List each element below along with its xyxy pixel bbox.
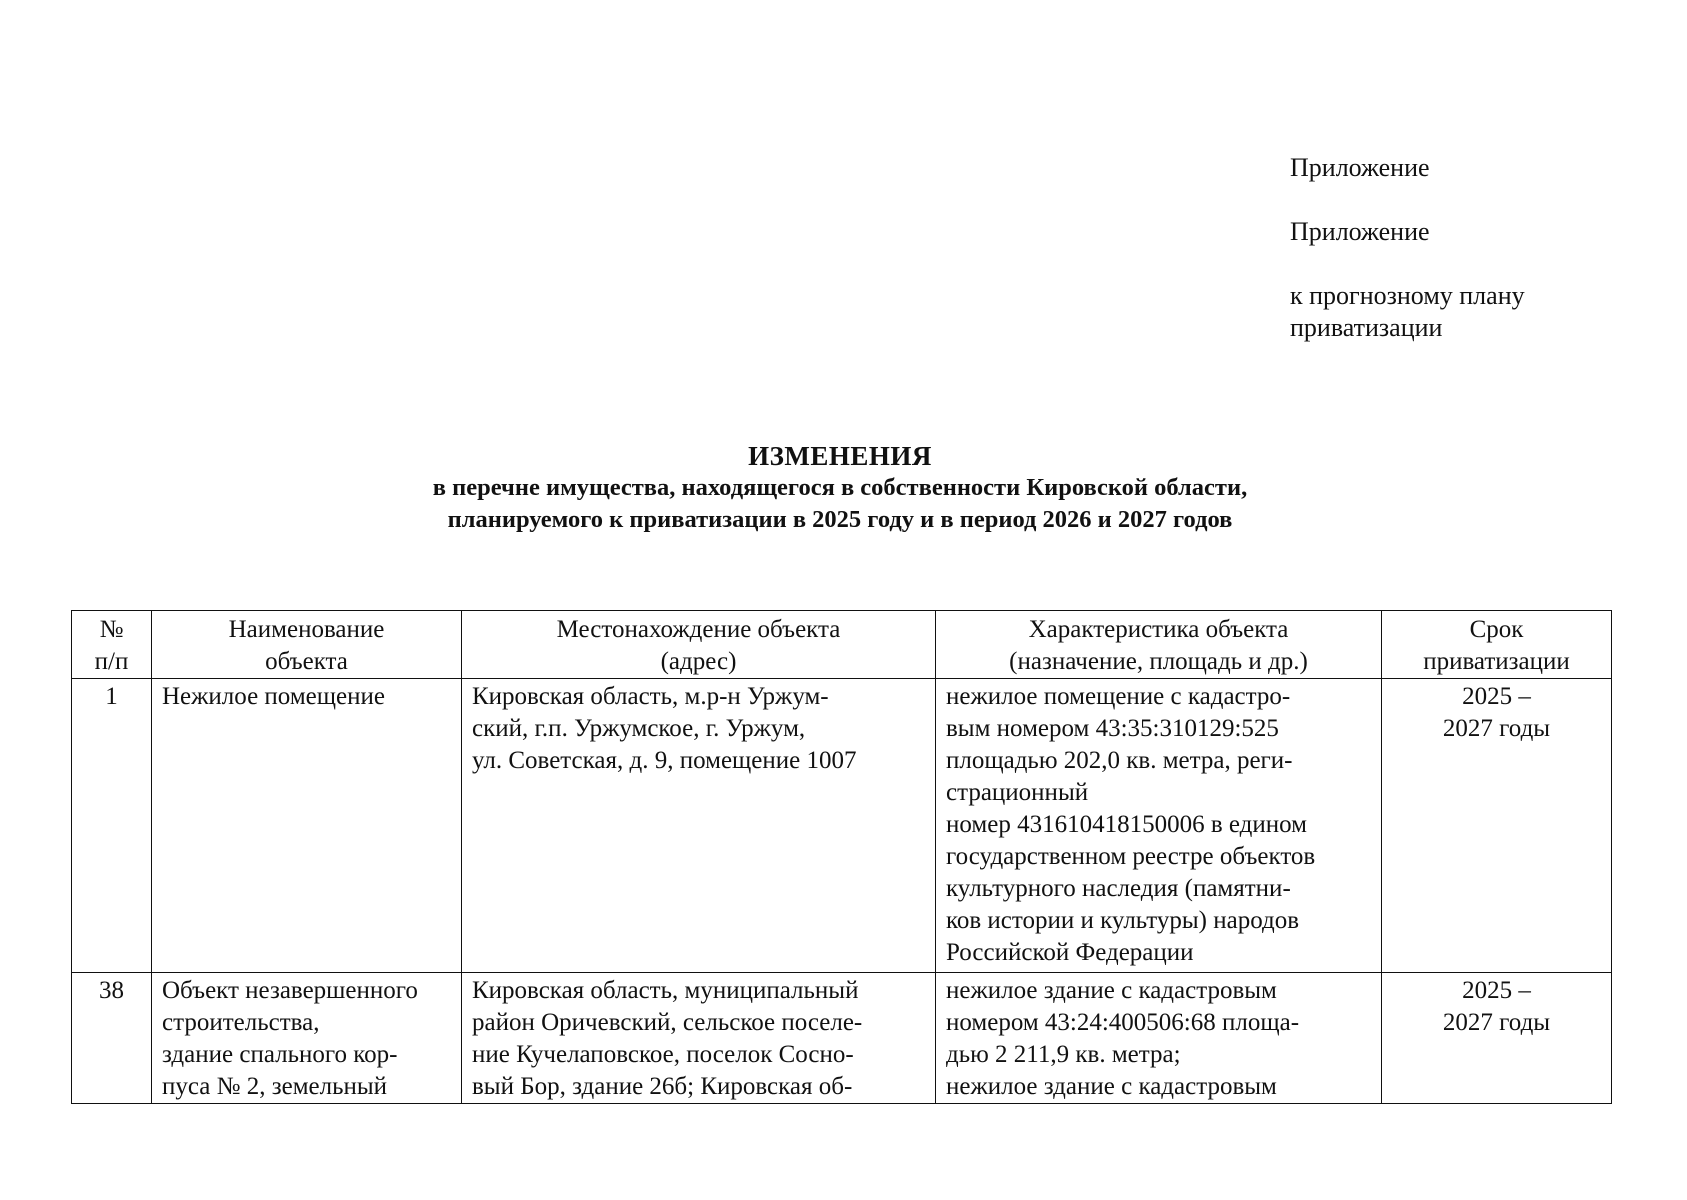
header-term-line: приватизации — [1423, 648, 1570, 675]
header-name-line: объекта — [265, 648, 348, 675]
cell-term-line: 2025 – — [1462, 683, 1531, 710]
header-characteristics-line: (назначение, площадь и др.) — [1009, 648, 1308, 675]
cell-name-line: пуса № 2, земельный — [162, 1073, 388, 1100]
cell-name-line: здание спального кор- — [162, 1041, 398, 1068]
cell-term-line: 2025 – — [1462, 977, 1531, 1004]
header-num-line: п/п — [94, 648, 129, 675]
cell-address-line: ский, г.п. Уржумское, г. Уржум, — [472, 715, 806, 742]
appendix-reference — [1290, 280, 1630, 344]
cell-term-line: 2027 годы — [1442, 1009, 1551, 1036]
header-address — [462, 611, 936, 679]
header-characteristics — [936, 611, 1382, 679]
cell-characteristics-line: культурного наследия (памятни- — [946, 875, 1291, 902]
cell-term — [1382, 973, 1612, 1104]
appendix-note — [1290, 152, 1630, 344]
cell-address-line: Кировская область, м.р-н Уржум- — [472, 683, 829, 710]
table-row — [72, 679, 1612, 973]
cell-characteristics-line: дью 2 211,9 кв. метра; — [946, 1041, 1181, 1068]
cell-name-line: Нежилое помещение — [162, 683, 385, 710]
cell-characteristics-line: ков истории и культуры) народов — [946, 907, 1300, 934]
header-name-line: Наименование — [228, 616, 385, 643]
appendix-reference-line: приватизации — [1290, 313, 1443, 342]
cell-characteristics-line: страционный — [946, 779, 1089, 806]
appendix-label-repeat: Приложение — [1290, 217, 1430, 246]
cell-address-line: ние Кучелаповское, поселок Сосно- — [472, 1041, 854, 1068]
header-address-line: Местонахождение объекта — [556, 616, 841, 643]
cell-characteristics-line: Российской Федерации — [946, 939, 1194, 966]
cell-characteristics-line: площадью 202,0 кв. метра, реги- — [946, 747, 1293, 774]
header-term-line: Срок — [1469, 616, 1524, 643]
cell-address-line: ул. Советская, д. 9, помещение 1007 — [472, 747, 857, 774]
cell-num: 38 — [72, 973, 152, 1104]
document-title — [300, 440, 1380, 536]
appendix-label: Приложение — [1290, 153, 1430, 182]
cell-num: 1 — [72, 679, 152, 973]
cell-address — [462, 973, 936, 1104]
cell-term-line: 2027 годы — [1442, 715, 1551, 742]
cell-address — [462, 679, 936, 973]
table-row — [72, 973, 1612, 1104]
cell-characteristics-line: нежилое помещение с кадастро- — [946, 683, 1291, 710]
header-characteristics-line: Характеристика объекта — [1028, 616, 1289, 643]
header-name — [152, 611, 462, 679]
title-main: ИЗМЕНЕНИЯ — [748, 441, 932, 471]
title-subtitle-line: в перечне имущества, находящегося в собственности Кировской области, — [432, 474, 1248, 501]
cell-characteristics-line: нежилое здание с кадастровым — [946, 977, 1277, 1004]
cell-term — [1382, 679, 1612, 973]
appendix-reference-line: к прогнозному плану — [1290, 281, 1525, 310]
header-term — [1382, 611, 1612, 679]
header-num-line: № — [99, 616, 124, 643]
table-header-row — [72, 611, 1612, 679]
cell-characteristics-line: нежилое здание с кадастровым — [946, 1073, 1277, 1100]
cell-characteristics — [936, 679, 1382, 973]
cell-name — [152, 679, 462, 973]
cell-name-line: строительства, — [162, 1009, 320, 1036]
cell-address-line: район Оричевский, сельское поселе- — [472, 1009, 863, 1036]
cell-characteristics-line: номером 43:24:400506:68 площа- — [946, 1009, 1300, 1036]
cell-address-line: Кировская область, муниципальный — [472, 977, 859, 1004]
cell-address-line: вый Бор, здание 26б; Кировская об- — [472, 1073, 853, 1100]
cell-characteristics-line: вым номером 43:35:310129:525 — [946, 715, 1279, 742]
header-address-line: (адрес) — [660, 648, 737, 675]
cell-name-line: Объект незавершенного — [162, 977, 418, 1004]
cell-characteristics-line: государственном реестре объектов — [946, 843, 1316, 870]
cell-characteristics-line: номер 431610418150006 в едином — [946, 811, 1307, 838]
title-subtitle-line: планируемого к приватизации в 2025 году и в период 2026 и 2027 годов — [447, 506, 1233, 533]
property-table — [71, 610, 1612, 1104]
header-num — [72, 611, 152, 679]
cell-name — [152, 973, 462, 1104]
cell-characteristics — [936, 973, 1382, 1104]
